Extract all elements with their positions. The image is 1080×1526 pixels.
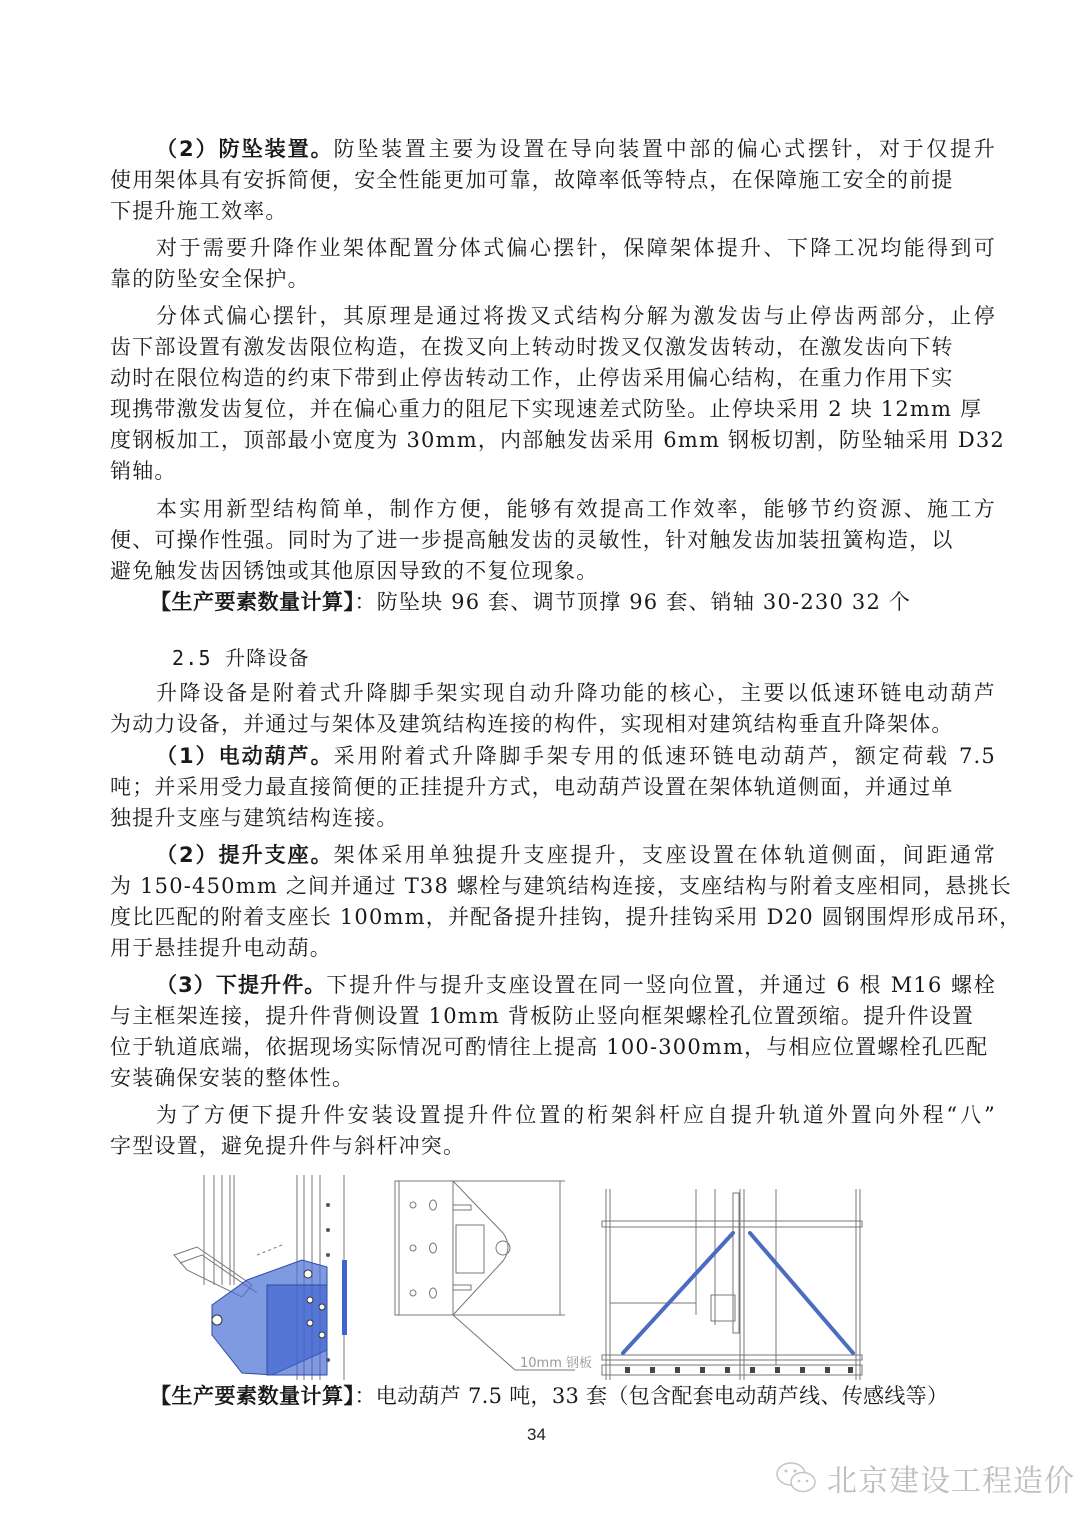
- bold-term: 【生产要素数量计算】: [150, 590, 355, 614]
- paragraph-line: [156, 970, 996, 1000]
- text-span: 防坠装置主要为设置在导向装置中部的偏心式摆针，对于仅提升: [333, 137, 996, 161]
- text-span: 架体采用单独提升支座提升，支座设置在体轨道侧面，间距通常: [333, 843, 996, 867]
- paragraph-line: 为动力设备，并通过与架体及建筑结构连接的构件，实现相对建筑结构垂直升降架体。: [110, 712, 954, 736]
- paragraph-line: [156, 134, 996, 164]
- paragraph-line: 度钢板加工，顶部最小宽度为 30mm，内部触发齿采用 6mm 钢板切割，防坠轴采用 D32: [110, 428, 1005, 452]
- paragraph-line: 独提升支座与建筑结构连接。: [110, 806, 399, 830]
- paragraph-line: 现携带激发齿复位，并在偏心重力的阻尼下实现速差式防坠。止停块采用 2 块 12mm 厚: [110, 397, 983, 421]
- paragraph-line: 度比匹配的附着支座长 100mm，并配备提升挂钩，提升挂钩采用 D20 圆钢围焊形成吊环，: [110, 905, 1022, 929]
- bold-term: （3）下提升件。: [156, 973, 327, 997]
- paragraph-line: 安装确保安装的整体性。: [110, 1066, 355, 1090]
- quantity-calculation: [150, 587, 990, 617]
- paragraph-line: 与主框架连接，提升件背侧设置 10mm 背板防止竖向框架螺栓孔位置颈缩。提升件设置: [110, 1004, 975, 1028]
- steel-plate-label: 10mm 钢板: [520, 1356, 593, 1371]
- paragraph-line: 便、可操作性强。同时为了进一步提高触发齿的灵敏性，针对触发齿加装扭簧构造，以: [110, 528, 954, 552]
- text-span: 采用附着式升降脚手架专用的低速环链电动葫芦，额定荷载 7.5: [333, 744, 996, 768]
- truss-brace-elevation-figure: [598, 1175, 863, 1380]
- paragraph-line: 销轴。: [110, 459, 177, 483]
- text-span: ：防坠块 96 套、调节顶撑 96 套、销轴 30-230 32 个: [354, 590, 912, 614]
- bold-term: （1）电动葫芦。: [156, 744, 334, 768]
- paragraph-line: 升降设备是附着式升降脚手架实现自动升降功能的核心，主要以低速环链电动葫芦: [156, 681, 996, 705]
- text-span: ：电动葫芦 7.5 吨，33 套（包含配套电动葫芦线、传感线等）: [354, 1384, 949, 1408]
- diagonal-braces: [623, 1233, 853, 1353]
- section-heading: 2.5 升降设备: [172, 646, 310, 670]
- page-number: 34: [527, 1425, 546, 1444]
- paragraph-line: 本实用新型结构简单，制作方便，能够有效提高工作效率，能够节约资源、施工方: [156, 497, 996, 521]
- paragraph-line: 位于轨道底端，依据现场实际情况可酌情往上提高 100-300mm，与相应位置螺栓孔匹配: [110, 1035, 989, 1059]
- watermark-text: 北京建设工程造价: [827, 1464, 1075, 1499]
- blue-bracket-shape: [212, 1260, 347, 1375]
- paragraph-line: 为 150-450mm 之间并通过 T38 螺栓与建筑结构连接，支座结构与附着支座相同，悬挑长: [110, 874, 1012, 898]
- watermark: [775, 1456, 1075, 1500]
- text-span: 下提升件与提升支座设置在同一竖向位置，并通过 6 根 M16 螺栓: [326, 973, 996, 997]
- paragraph-line: 用于悬挂提升电动葫。: [110, 936, 332, 960]
- bold-term: （2）防坠装置。: [156, 137, 334, 161]
- paragraph-line: 对于需要升降作业架体配置分体式偏心摆针，保障架体提升、下降工况均能得到可: [156, 236, 996, 260]
- bold-term: （2）提升支座。: [156, 843, 334, 867]
- lifting-support-plan-figure: [385, 1175, 580, 1380]
- paragraph-line: [156, 840, 996, 870]
- paragraph-line: 避免触发齿因锈蚀或其他原因导致的不复位现象。: [110, 559, 599, 583]
- lifting-support-3d-figure: [172, 1175, 362, 1380]
- quantity-calculation: [150, 1381, 990, 1411]
- paragraph-line: 动时在限位构造的约束下带到止停齿转动工作，止停齿采用偏心结构，在重力作用下实: [110, 366, 954, 390]
- wechat-icon: [775, 1460, 819, 1496]
- paragraph-line: [156, 741, 996, 771]
- paragraph-line: 吨；并采用受力最直接简便的正挂提升方式，电动葫芦设置在架体轨道侧面，并通过单: [110, 775, 954, 799]
- paragraph-line: 靠的防坠安全保护。: [110, 267, 310, 291]
- paragraph-line: 分体式偏心摆针，其原理是通过将拨叉式结构分解为激发齿与止停齿两部分，止停: [156, 304, 996, 328]
- paragraph-line: 字型设置，避免提升件与斜杆冲突。: [110, 1134, 466, 1158]
- paragraph-line: 为了方便下提升件安装设置提升件位置的桁架斜杆应自提升轨道外置向外程“八”: [156, 1103, 996, 1127]
- bold-term: 【生产要素数量计算】: [150, 1384, 355, 1408]
- paragraph-line: 下提升施工效率。: [110, 199, 288, 223]
- paragraph-line: 使用架体具有安拆简便，安全性能更加可靠，故障率低等特点，在保障施工安全的前提: [110, 168, 954, 192]
- paragraph-line: 齿下部设置有激发齿限位构造，在拨叉向上转动时拨叉仅激发齿转动，在激发齿向下转: [110, 335, 954, 359]
